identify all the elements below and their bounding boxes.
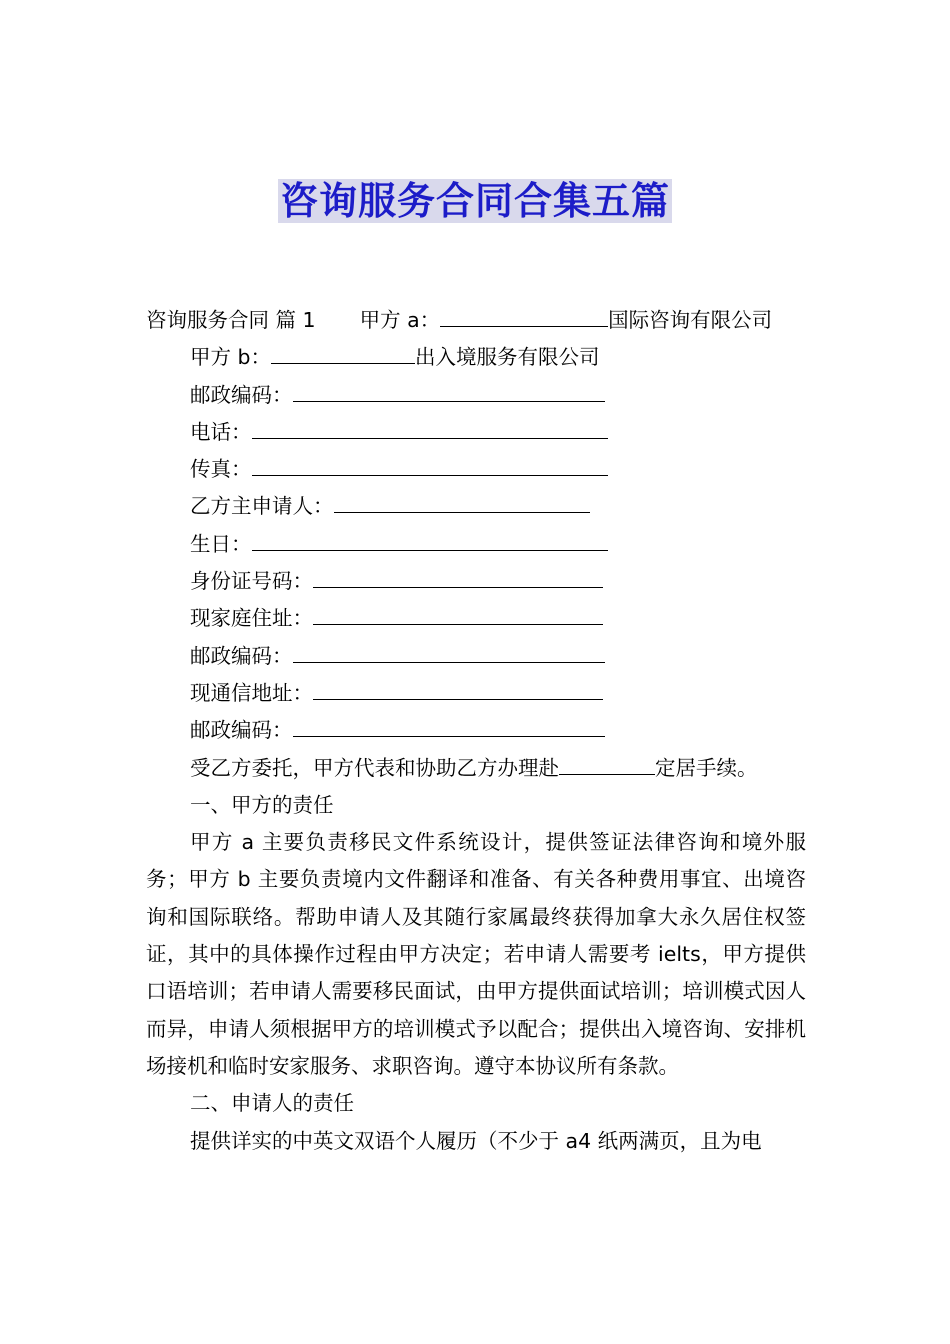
party-a-label: 甲方 a：	[359, 308, 441, 332]
postcode-label-2: 邮政编码：	[190, 643, 293, 668]
id-number-label: 身份证号码：	[190, 569, 313, 594]
postcode-label-1: 邮政编码：	[190, 382, 293, 407]
postcode-label-3: 邮政编码：	[190, 718, 293, 743]
postcode-line-2	[146, 638, 806, 675]
applicant-label: 乙方主申请人：	[190, 494, 334, 519]
birthday-label: 生日：	[190, 531, 252, 556]
party-b-blank[interactable]	[271, 341, 415, 364]
postcode-line-1	[146, 377, 806, 414]
contract-label: 咨询服务合同 篇 1	[146, 308, 316, 332]
fax-label: 传真：	[190, 457, 252, 482]
section-1-paragraph: 甲方 a 主要负责移民文件系统设计，提供签证法律咨询和境外服务；甲方 b 主要负责境内文件翻译和准备、有关各种费用事宜、出境咨询和国际联络。帮助申请人及其随行家属最终获得加拿大永久居住权签证，其中的具体操作过程由甲方决定；若申请人需要考 ielts，甲方提供口语培训；若申请人需要移民面试，由甲方提供面试培训；培训模式因人而异，申请人须根据甲方的培训模式予以配合；提供出入境咨询、安排机场接机和临时安家服务、求职咨询。遵守本协议所有条款。	[146, 830, 806, 1078]
document-body	[146, 302, 806, 1160]
document-title	[0, 170, 950, 225]
applicant-line	[146, 488, 806, 525]
postcode-line-3	[146, 712, 806, 749]
party-b-name: 出入境服务有限公司	[415, 345, 600, 370]
header-line	[146, 302, 806, 339]
postcode-blank-2[interactable]	[293, 640, 605, 663]
section-2-heading: 二、申请人的责任	[190, 1091, 354, 1116]
applicant-blank[interactable]	[334, 490, 590, 513]
home-address-line	[146, 600, 806, 637]
destination-blank[interactable]	[559, 752, 655, 775]
phone-line	[146, 414, 806, 451]
party-a-name: 国际咨询有限公司	[608, 308, 773, 332]
party-a-blank[interactable]	[440, 304, 608, 327]
party-b-line	[146, 339, 806, 376]
fax-line	[146, 451, 806, 488]
phone-blank[interactable]	[252, 416, 608, 439]
home-address-label: 现家庭住址：	[190, 606, 313, 631]
mail-address-label: 现通信地址：	[190, 680, 313, 705]
birthday-line	[146, 526, 806, 563]
commission-text-after: 定居手续。	[655, 755, 758, 780]
title-text: 咨询服务合同合集五篇	[279, 179, 670, 223]
mail-address-blank[interactable]	[313, 677, 603, 700]
postcode-blank-3[interactable]	[293, 714, 605, 737]
postcode-blank-1[interactable]	[293, 379, 605, 402]
id-number-line	[146, 563, 806, 600]
birthday-blank[interactable]	[252, 528, 608, 551]
mail-address-line	[146, 675, 806, 712]
commission-line	[146, 750, 806, 787]
phone-label: 电话：	[190, 419, 252, 444]
fax-blank[interactable]	[252, 453, 608, 476]
section-2-paragraph: 提供详实的中英文双语个人履历（不少于 a4 纸两满页，且为电	[190, 1128, 762, 1153]
id-number-blank[interactable]	[313, 565, 603, 588]
commission-text-before: 受乙方委托，甲方代表和协助乙方办理赴	[190, 755, 559, 780]
section-1-heading: 一、甲方的责任	[190, 792, 334, 817]
party-b-label: 甲方 b：	[190, 345, 272, 370]
home-address-blank[interactable]	[313, 602, 603, 625]
